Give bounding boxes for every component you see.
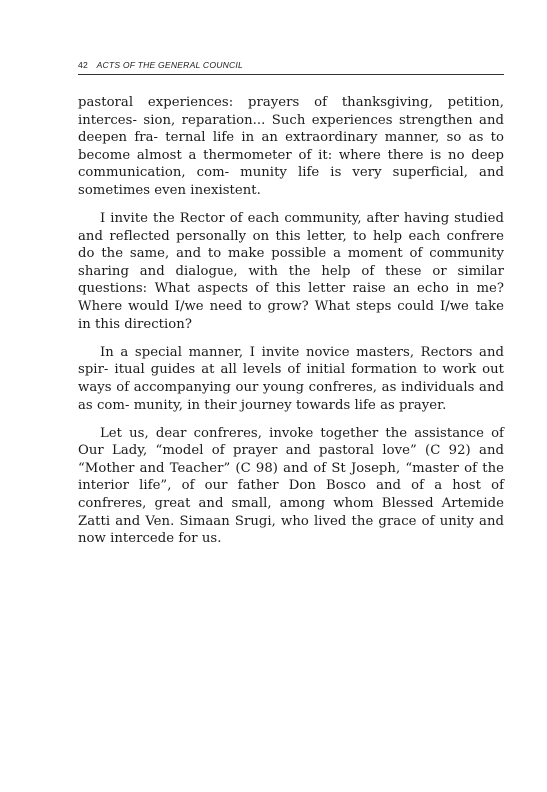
body-text — [78, 94, 504, 548]
paragraph-invocation: Let us, dear confreres, invoke together the assistance of Our Lady, “model of prayer and pastoral love” (C 92) and “Mother and Teacher” (C 98) and of St Joseph, “master of the interior life”, of our father Don Bosco and of a host of confreres, great and small, among whom Blessed Artemide Zatti and Ven. Simaan Srugi, who lived the grace of unity and now intercede for us. — [78, 425, 504, 547]
paragraph-rector-invitation: I invite the Rector of each community, after having studied and reflected personally on this letter, to help each confrere do the same, and to make possible a moment of community sharing and dialogue, with the help of these or similar questions: What aspects of this letter raise an echo in me? Where would I/we need to grow? What steps could I/we take in this direction? — [78, 211, 504, 332]
paragraph-continuation: pastoral experiences: prayers of thanksgiving, petition, interces- sion, reparation... Such experiences strengthen and deepen fra- ternal life in an extraordinary manner, so as to become almost a thermometer of it: where there is no deep communication, com- munity life is very superficial, and sometimes even inexistent. — [78, 95, 504, 198]
page-number: 42 — [78, 60, 88, 70]
running-header — [78, 60, 504, 75]
paragraph-formation-guides: In a special manner, I invite novice masters, Rectors and spir- itual guides at all levels of initial formation to work out ways of accompanying our young confreres, as individuals and as com- munity, in their journey towards life as prayer. — [78, 344, 504, 413]
running-title: ACTS OF THE GENERAL COUNCIL — [96, 60, 243, 70]
